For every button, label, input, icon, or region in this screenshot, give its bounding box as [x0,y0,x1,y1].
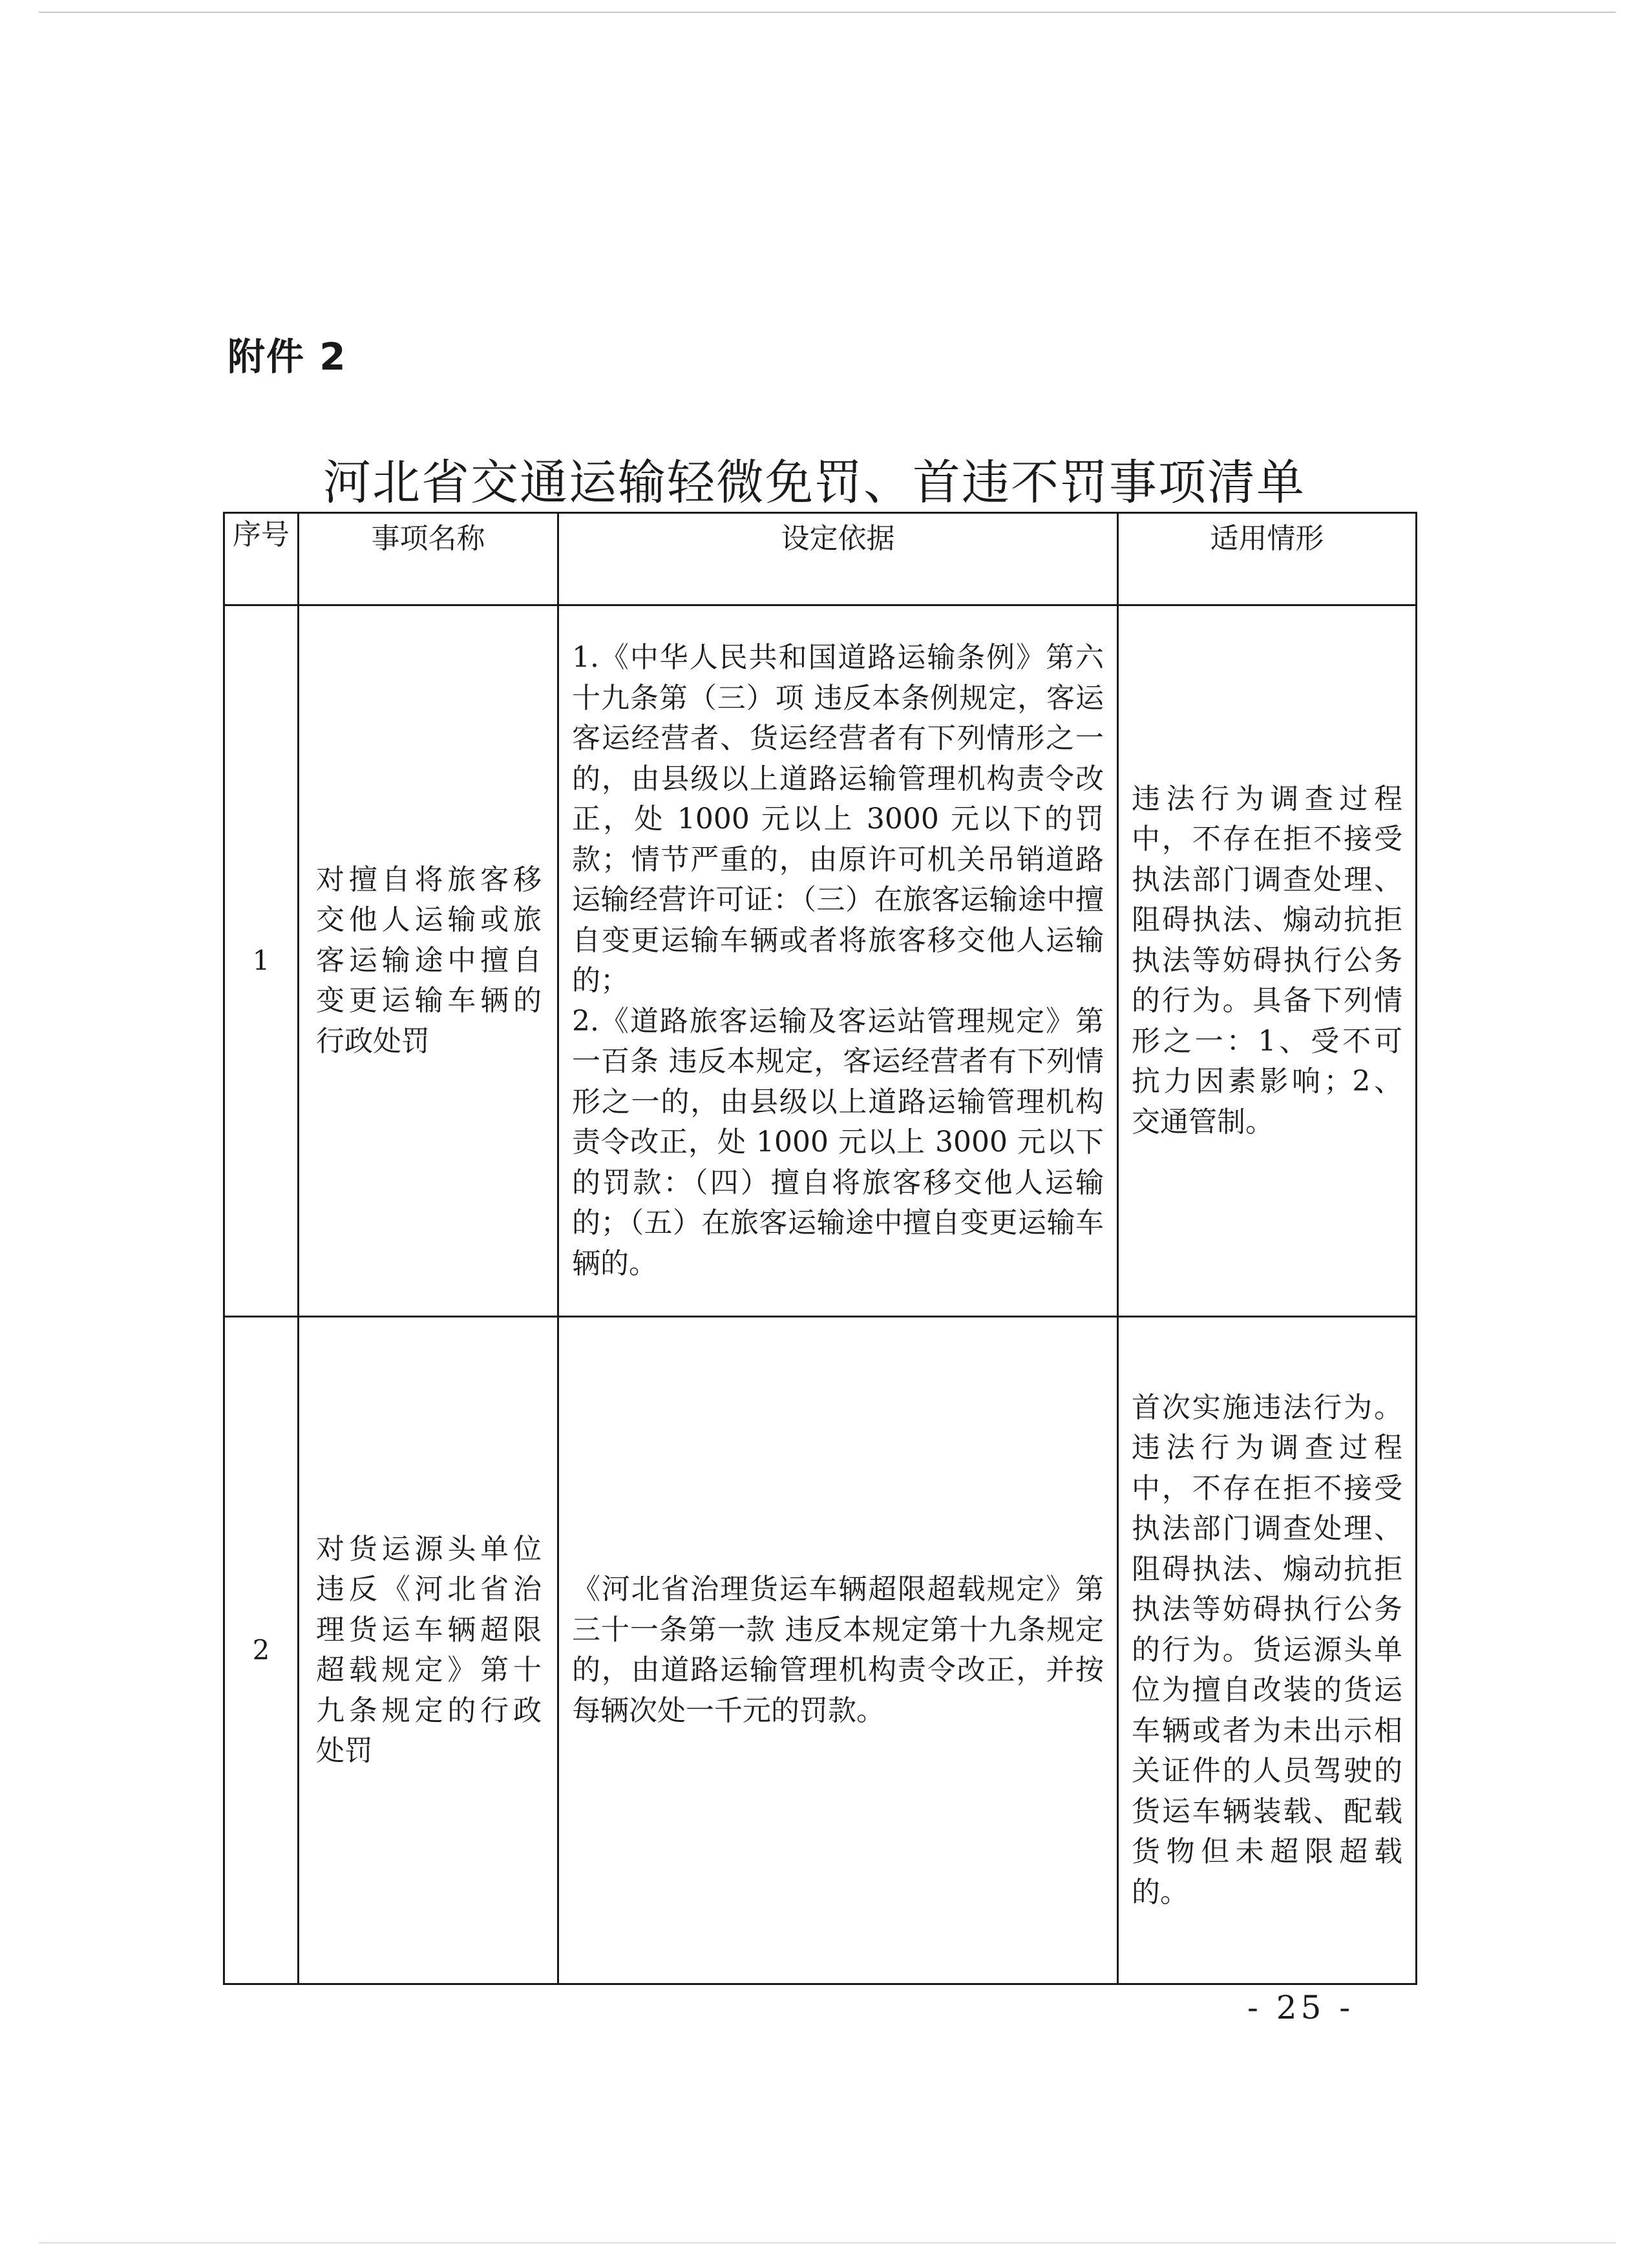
table-row [224,605,1417,1317]
header-scenario: 适用情形 [1118,513,1417,605]
table-row [224,1317,1417,1984]
header-no: 序号 [224,513,299,605]
row-number: 2 [224,1317,299,1984]
scan-edge-line [39,2242,1616,2243]
legal-basis-paragraph: 《河北省治理货运车辆超限超载规定》第三十一条第一款 违反本规定第十九条规定的，由道路运输管理机构责令改正，并按每辆次处一千元的罚款。 [572,1573,1104,1727]
legal-basis [558,1317,1118,1984]
items-table [223,512,1417,1985]
table-header-row [224,513,1417,605]
legal-basis-paragraph: 2.《道路旅客运输及客运站管理规定》第一百条 违反本规定，客运经营者有下列情形之一的，由县级以上道路运输管理机构责令改正，处 1000 元以上 3000 元以下的罚款：（四）擅自将旅客移交他人运输的；（五）在旅客运输途中擅自变更运输车辆的。 [572,1004,1104,1280]
header-basis: 设定依据 [558,513,1118,605]
document-title: 河北省交通运输轻微免罚、首违不罚事项清单 [323,455,1305,510]
row-number: 1 [224,605,299,1317]
legal-basis [558,605,1118,1317]
header-name: 事项名称 [299,513,558,605]
page-number: - 25 - [1247,1989,1355,2026]
legal-basis-paragraph: 1.《中华人民共和国道路运输条例》第六十九条第（三）项 违反本条例规定，客运客运经营者、货运经营者有下列情形之一的，由县级以上道路运输管理机构责令改正，处 1000 元以上 3000 元以下的罚款；情节严重的，由原许可机关吊销道路运输经营许可证：（三）在旅客运输途中擅自变更运输车辆或者将旅客移交他人运输的； [572,641,1104,997]
item-name: 对货运源头单位违反《河北省治理货运车辆超限超载规定》第十九条规定的行政处罚 [299,1317,558,1984]
scan-edge-line [39,12,1616,13]
item-name: 对擅自将旅客移交他人运输或旅客运输途中擅自变更运输车辆的行政处罚 [299,605,558,1317]
attachment-label: 附件 2 [227,335,347,379]
applicable-scenario: 首次实施违法行为。违法行为调查过程中，不存在拒不接受执法部门调查处理、阻碍执法、煽动抗拒执法等妨碍执行公务的行为。货运源头单位为擅自改装的货运车辆或者为未出示相关证件的人员驾驶的货运车辆装载、配载货物但未超限超载的。 [1118,1317,1417,1984]
applicable-scenario: 违法行为调查过程中，不存在拒不接受执法部门调查处理、阻碍执法、煽动抗拒执法等妨碍执行公务的行为。具备下列情形之一：1、受不可抗力因素影响；2、交通管制。 [1118,605,1417,1317]
